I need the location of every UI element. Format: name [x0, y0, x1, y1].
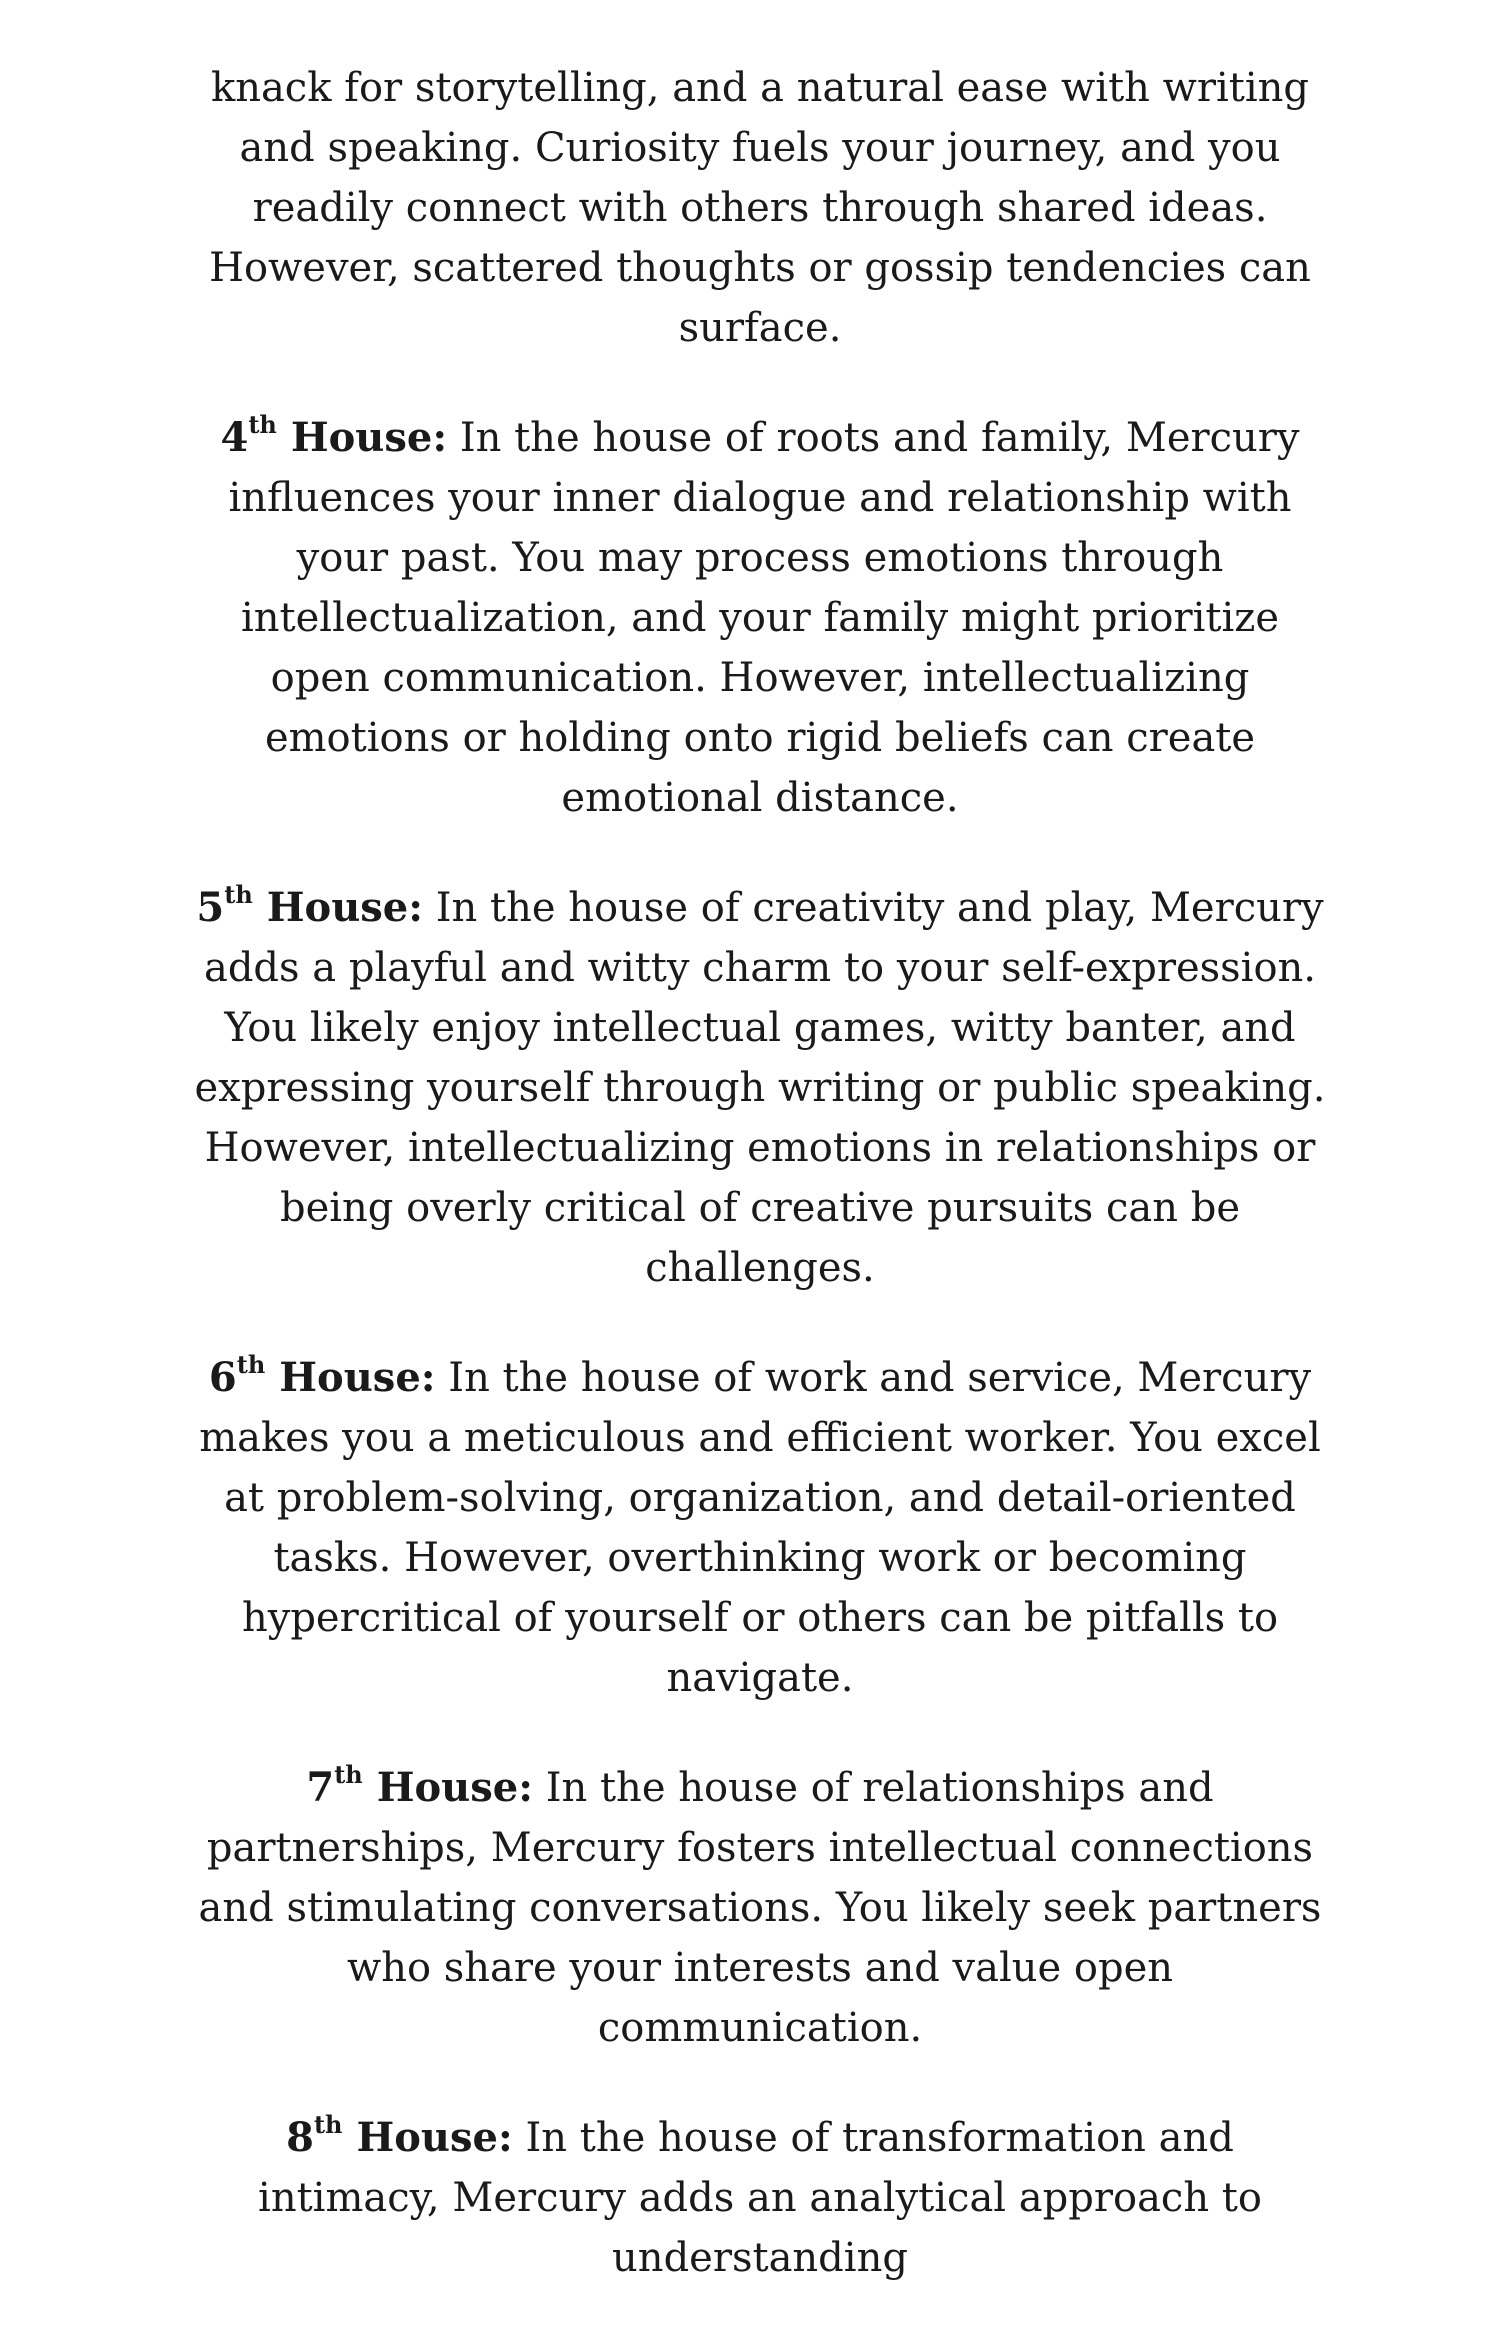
house-5-ordinal: th [224, 879, 253, 909]
house-4-paragraph [190, 408, 1330, 828]
house-7-number: 7 [306, 1764, 335, 1811]
house-4-ordinal: th [248, 409, 277, 439]
house-5-label: House: [266, 884, 424, 931]
house-6-label: House: [279, 1354, 436, 1401]
house-8-label: House: [356, 2114, 513, 2161]
house-7-heading [306, 1759, 533, 1811]
house-6-ordinal: th [236, 1349, 266, 1379]
house-5-text: In the house of creativity and play, Mercury adds a playful and witty charm to your self-expression. You likely enjoy intellectual games, witty banter, and expressing yourself through writing or public speaking. However, intellectualizing emotions in relationships or being overly critical of creative pursuits can be challenges. [194, 885, 1326, 1291]
house-5-number: 5 [196, 884, 225, 931]
house-8-paragraph [190, 2108, 1330, 2288]
house-8-heading [286, 2109, 513, 2161]
house-4-number: 4 [220, 414, 249, 461]
house-6-number: 6 [208, 1354, 237, 1401]
house-5-heading [196, 879, 424, 931]
house-4-label: House: [290, 414, 448, 461]
house-6-text: In the house of work and service, Mercury makes you a meticulous and efficient worker. You excel at problem-solving, organization, and detail-oriented tasks. However, overthinking work or becoming hypercritical of yourself or others can be pitfalls to navigate. [199, 1355, 1321, 1701]
house-5-paragraph [190, 878, 1330, 1298]
intro-paragraph: knack for storytelling, and a natural ease with writing and speaking. Curiosity fuels your journey, and you readily connect with others through shared ideas. However, scattered thoughts or gossip tendencies can surface. [209, 65, 1311, 351]
house-4-heading [220, 409, 448, 461]
document-page [190, 58, 1330, 2338]
house-7-ordinal: th [334, 1759, 363, 1789]
house-7-paragraph [190, 1758, 1330, 2058]
house-8-ordinal: th [313, 2109, 343, 2139]
house-4-text: In the house of roots and family, Mercury influences your inner dialogue and relationship with your past. You may process emotions through intellectualization, and your family might prioritize open communication. However, intellectualizing emotions or holding onto rigid beliefs can create emotional distance. [228, 415, 1300, 821]
house-7-text: In the house of relationships and partnerships, Mercury fosters intellectual connections and stimulating conversations. You likely seek partners who share your interests and value open communication. [198, 1765, 1322, 2051]
house-8-text: In the house of transformation and intimacy, Mercury adds an analytical approach to understanding [258, 2115, 1262, 2281]
house-7-label: House: [376, 1764, 533, 1811]
house-6-paragraph [190, 1348, 1330, 1708]
house-8-number: 8 [286, 2114, 314, 2161]
house-6-heading [208, 1349, 436, 1401]
